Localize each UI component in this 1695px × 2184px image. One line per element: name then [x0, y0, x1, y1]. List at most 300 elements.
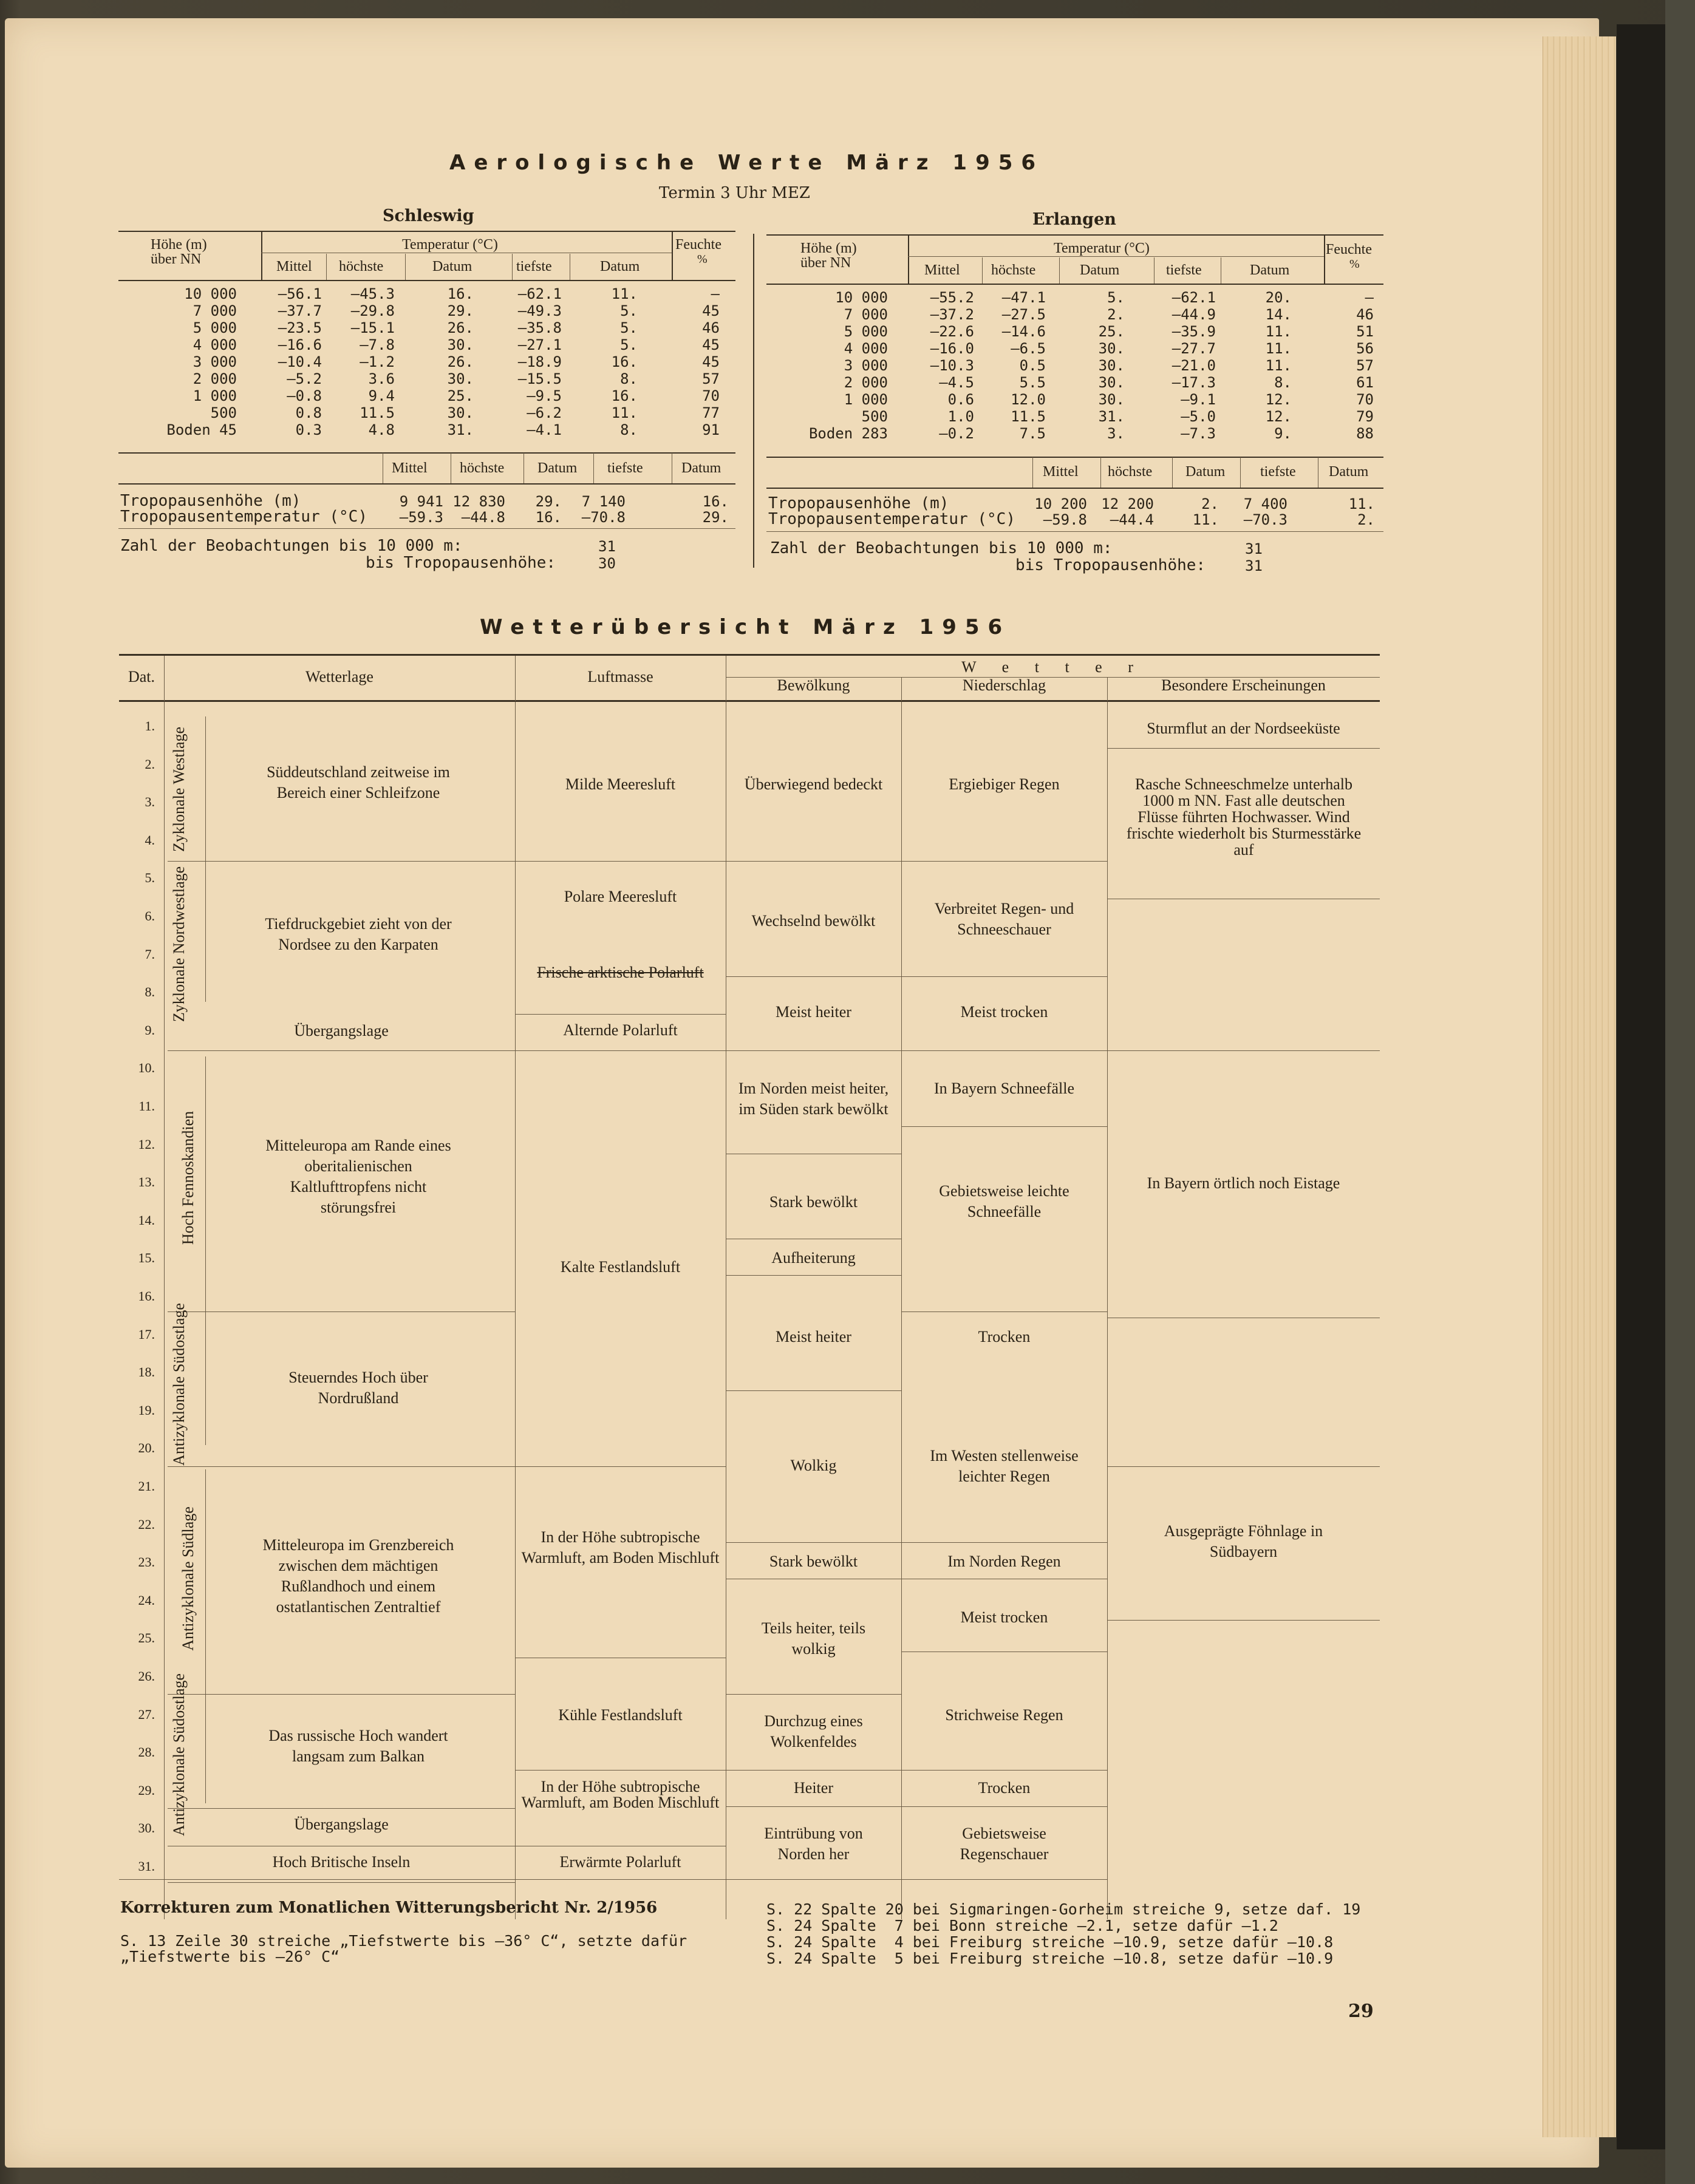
aero-cell: Boden 45	[166, 421, 237, 438]
schleswig-tropo-h-tiefste: tiefste	[607, 460, 643, 476]
aero-cell: —35.8	[517, 319, 562, 336]
aero-cell: 0.3	[295, 421, 322, 438]
aero-cell: —55.2	[930, 289, 974, 306]
bew-text: Wolkig	[790, 1457, 837, 1474]
nied-separator	[901, 1050, 1107, 1051]
aero-cell: 4 000	[193, 336, 237, 353]
aero-cell: 5 000	[193, 319, 237, 336]
wetter-head-bewoelkung: Bewölkung	[777, 676, 850, 694]
aero-cell: —56.1	[278, 285, 322, 302]
aero-cell: —44.9	[1171, 306, 1216, 323]
aero-cell: 2.	[1107, 306, 1125, 323]
day-number: 26.	[138, 1669, 155, 1684]
aero-cell: 10 000	[184, 285, 237, 302]
bew-separator	[726, 861, 901, 862]
aero-cell: 0.5	[1019, 357, 1046, 374]
day-number: 8.	[145, 984, 155, 999]
aero-cell: 11.5	[360, 404, 395, 421]
bes-text: Ausgeprägte Föhnlage in Südbayern	[1164, 1522, 1323, 1560]
erlangen-tropo-h-datum2: Datum	[1329, 464, 1369, 480]
bes-separator	[1107, 1050, 1380, 1051]
schleswig-vline	[512, 254, 513, 281]
schleswig-head-mittel: Mittel	[276, 259, 312, 274]
aero-cell: —37.7	[278, 302, 322, 319]
erlangen-tropo-h-datum: Datum	[1185, 464, 1226, 480]
aero-cell: 8.	[1274, 374, 1292, 391]
day-number: 12.	[138, 1137, 155, 1152]
aero-title: Aerologische Werte März 1956	[449, 151, 1045, 175]
book-cover-edge	[1665, 0, 1695, 2184]
bes-separator	[1107, 748, 1380, 749]
value: 16.	[535, 509, 562, 526]
aero-cell: —27.1	[517, 336, 562, 353]
erlangen-tropo-hoehe-label: Tropopausenhöhe (m)	[768, 494, 949, 512]
aero-cell: —27.5	[1001, 306, 1046, 323]
aero-cell: 51	[1356, 323, 1374, 340]
aero-row	[766, 408, 1374, 425]
erlangen-tropo-top	[766, 457, 1383, 458]
luft-text-struck: Frische arktische Polarluft	[537, 964, 704, 981]
schleswig-head-tiefste: tiefste	[516, 259, 552, 274]
luft-separator	[515, 1466, 726, 1467]
aero-row	[766, 306, 1374, 323]
aero-cell: —62.1	[517, 285, 562, 302]
aero-cell: 1.0	[947, 408, 974, 425]
aero-cell: 4.8	[368, 421, 395, 438]
luft-text: Polare Meeresluft	[564, 888, 677, 905]
aero-cell: 57	[702, 370, 720, 387]
value: —59.3	[399, 509, 443, 526]
aero-cell: 16.	[611, 353, 638, 370]
erlangen-head-hoechste: höchste	[991, 262, 1036, 278]
lage-text: Übergangslage	[294, 1022, 389, 1039]
aero-row	[118, 319, 720, 336]
luft-text: Milde Meeresluft	[565, 775, 676, 793]
day-number: 2.	[145, 757, 155, 772]
day-number: 30.	[138, 1820, 155, 1835]
aero-cell: 88	[1356, 425, 1374, 442]
aero-cell: —9.5	[527, 387, 562, 404]
erlangen-zahl1-label: Zahl der Beobachtungen bis 10 000 m:	[770, 539, 1113, 557]
erlangen-vline	[1059, 257, 1060, 284]
nied-text: Ergiebiger Regen	[949, 775, 1060, 793]
erlangen-tropo-vline	[1172, 457, 1173, 488]
schleswig-tropo-bottom	[118, 528, 735, 529]
bew-text: Heiter	[794, 1779, 833, 1797]
page-number: 29	[1348, 2001, 1374, 2022]
schleswig-head-datum2: Datum	[600, 259, 640, 274]
erlangen-tropo-temp-values	[1026, 511, 1379, 527]
lage-separator	[168, 861, 515, 862]
aero-row	[766, 289, 1374, 306]
aero-cell: —35.9	[1171, 323, 1216, 340]
value: 29.	[535, 493, 562, 510]
aero-cell: 30.	[1098, 357, 1125, 374]
erlangen-zahl2: 31	[1245, 557, 1263, 574]
wetter-vline-lage	[515, 702, 516, 1919]
lage-type-antizyklonale-sued: Antizyklonale Südlage	[179, 1506, 197, 1651]
aero-row	[118, 285, 720, 302]
aero-row	[118, 336, 720, 353]
lage-separator	[168, 1882, 515, 1883]
value: 29.	[702, 509, 729, 526]
value: —44.4	[1110, 511, 1154, 528]
bew-text: Wechselnd bewölkt	[751, 912, 876, 930]
schleswig-top-rule	[118, 231, 735, 232]
day-number: 17.	[138, 1327, 155, 1342]
lage-separator	[168, 1466, 515, 1467]
bew-text: Stark bewölkt	[769, 1553, 858, 1570]
aero-cell: —7.8	[360, 336, 395, 353]
aero-cell: 70	[1356, 391, 1374, 408]
luft-separator	[515, 1770, 726, 1771]
aero-cell: —23.5	[278, 319, 322, 336]
value: 2.	[1357, 511, 1375, 528]
erlangen-tropo-vline	[1032, 457, 1033, 488]
aero-cell: —6.2	[527, 404, 562, 421]
value: 10 200	[1034, 495, 1087, 512]
bew-separator	[726, 1275, 901, 1276]
luft-separator	[515, 1014, 726, 1015]
aero-cell: —45.3	[350, 285, 395, 302]
aero-cell: —7.3	[1181, 425, 1216, 442]
aero-cell: 1 000	[193, 387, 237, 404]
aero-cell: —1.2	[360, 353, 395, 370]
aero-cell: 9.4	[368, 387, 395, 404]
schleswig-zahl1: 31	[598, 538, 616, 555]
schleswig-head-hoehe: Höhe (m)	[151, 237, 207, 253]
aero-cell: 61	[1356, 374, 1374, 391]
aero-cell: 5.5	[1019, 374, 1046, 391]
korr-left-2: „Tiefstwerte bis —26° C“	[120, 1948, 340, 1965]
aero-cell: 77	[702, 404, 720, 421]
schleswig-vline	[672, 232, 673, 281]
schleswig-tropo-h-mittel: Mittel	[392, 460, 428, 476]
bes-text: In Bayern örtlich noch Eistage	[1147, 1174, 1340, 1192]
page-stack-edge	[1543, 36, 1616, 2137]
aero-cell: —9.1	[1181, 391, 1216, 408]
aero-cell: —18.9	[517, 353, 562, 370]
aero-cell: 91	[702, 421, 720, 438]
aero-cell: 7.5	[1019, 425, 1046, 442]
erlangen-tropo-temp-label: Tropopausentemperatur (°C)	[768, 510, 1015, 528]
aero-cell: 25.	[447, 387, 474, 404]
aero-cell: 57	[1356, 357, 1374, 374]
luft-text: Alternde Polarluft	[563, 1021, 678, 1039]
wetter-vline-dat	[164, 702, 165, 1919]
value: 16.	[702, 493, 729, 510]
day-number: 9.	[145, 1022, 155, 1038]
wetter-head-niederschlag: Niederschlag	[962, 676, 1046, 694]
aero-cell: 11.	[1265, 340, 1292, 357]
aero-subtitle: Termin 3 Uhr MEZ	[659, 184, 810, 202]
aero-cell: —27.7	[1171, 340, 1216, 357]
nied-separator	[901, 1542, 1107, 1543]
value: —59.8	[1043, 511, 1087, 528]
aero-cell: —15.5	[517, 370, 562, 387]
lage-text: Mitteleuropa am Rande eines oberitalienischen Kaltlufttropfens nicht störungsfrei	[265, 1137, 451, 1216]
korr-right-2: S. 24 Spalte 7 bei Bonn streiche —2.1, setze dafür —1.2	[766, 1917, 1278, 1934]
aero-cell: 12.	[1265, 408, 1292, 425]
lage-text: Das russische Hoch wandert langsam zum Balkan	[268, 1727, 448, 1765]
schleswig-tropo-temp-values	[389, 509, 735, 525]
day-number: 7.	[145, 947, 155, 962]
aero-row	[118, 387, 720, 404]
lage-text: Süddeutschland zeitweise im Bereich einer Schleifzone	[267, 763, 450, 801]
nied-separator	[901, 1311, 1107, 1312]
bew-text: Im Norden meist heiter, im Süden stark bewölkt	[738, 1080, 889, 1118]
aero-cell: —10.4	[278, 353, 322, 370]
aero-row	[118, 370, 720, 387]
nied-text: Strichweise Regen	[945, 1706, 1063, 1724]
aero-cell: —22.6	[930, 323, 974, 340]
lage-separator	[168, 1808, 515, 1809]
wetter-top-rule	[119, 654, 1380, 656]
erlangen-table	[766, 289, 1374, 442]
aero-cell: 10 000	[835, 289, 888, 306]
schleswig-vline	[405, 254, 406, 281]
aero-cell: 29.	[447, 302, 474, 319]
bew-separator	[726, 1050, 901, 1051]
day-number: 24.	[138, 1593, 155, 1608]
schleswig-tropo-hoehe-label: Tropopausenhöhe (m)	[120, 492, 301, 510]
wetter-head-rule	[119, 700, 1380, 702]
aero-cell: 7 000	[193, 302, 237, 319]
bew-separator	[726, 1694, 901, 1695]
bes-text: Sturmflut an der Nordseeküste	[1147, 719, 1340, 737]
aero-cell: 26.	[447, 319, 474, 336]
nied-text: Trocken	[978, 1779, 1031, 1797]
day-number: 5.	[145, 870, 155, 885]
aero-cell: 12.0	[1011, 391, 1046, 408]
aero-cell: 79	[1356, 408, 1374, 425]
day-number: 21.	[138, 1478, 155, 1494]
nied-text: Verbreitet Regen- und Schneeschauer	[934, 900, 1074, 938]
aero-cell: 12.	[1265, 391, 1292, 408]
nied-text: Meist trocken	[960, 1608, 1048, 1626]
value: 12 830	[452, 493, 505, 510]
nied-text: Trocken	[978, 1328, 1031, 1345]
nied-separator	[901, 1126, 1107, 1127]
day-number: 13.	[138, 1174, 155, 1189]
aero-cell: —0.8	[287, 387, 322, 404]
wetter-title: Wetterübersicht März 1956	[480, 615, 1011, 639]
aero-cell: 2 000	[844, 374, 888, 391]
lage-separator	[168, 1694, 515, 1695]
lage-type-zyklonale-west: Zyklonale Westlage	[170, 726, 188, 852]
day-number: 22.	[138, 1517, 155, 1532]
schleswig-head-rule	[118, 280, 735, 281]
aero-cell: 25.	[1098, 323, 1125, 340]
korr-right-4: S. 24 Spalte 5 bei Freiburg streiche —10.8, setze dafür —10.9	[766, 1950, 1334, 1967]
aero-cell: 30.	[1098, 340, 1125, 357]
aero-cell: 5.	[620, 302, 638, 319]
value: 11.	[1192, 511, 1219, 528]
day-number: 10.	[138, 1060, 155, 1075]
erlangen-head-hoehe: Höhe (m)	[800, 240, 857, 256]
schleswig-tropo-hoehe-values	[389, 493, 735, 509]
bew-text: Eintrübung von Norden her	[764, 1825, 863, 1863]
aero-cell: 500	[210, 404, 237, 421]
erlangen-head-mittel: Mittel	[924, 262, 960, 278]
aero-row	[118, 302, 720, 319]
bew-separator	[726, 1806, 901, 1807]
schleswig-zahl2: 30	[598, 555, 616, 572]
luft-text: Erwärmte Polarluft	[559, 1853, 681, 1871]
aero-cell: 11.5	[1011, 408, 1046, 425]
aero-cell: 3.	[1107, 425, 1125, 442]
aero-cell: —49.3	[517, 302, 562, 319]
aero-cell: —29.8	[350, 302, 395, 319]
aero-cell: 0.6	[947, 391, 974, 408]
aero-cell: 5.	[1107, 289, 1125, 306]
aero-row	[766, 340, 1374, 357]
aero-cell: 56	[1356, 340, 1374, 357]
day-number: 23.	[138, 1554, 155, 1570]
day-number: 1.	[145, 718, 155, 733]
lage-text: Übergangslage	[294, 1815, 389, 1833]
bew-separator	[726, 1390, 901, 1391]
aero-cell: 45	[702, 353, 720, 370]
aero-cell: 14.	[1265, 306, 1292, 323]
wetter-head-besondere: Besondere Erscheinungen	[1161, 676, 1326, 694]
value: 12 200	[1101, 495, 1154, 512]
schleswig-tropo-vline	[593, 453, 594, 483]
lage-type-hoch-fennoskandien: Hoch Fennoskandien	[179, 1111, 197, 1245]
schleswig-tropo-h-hoechste: höchste	[460, 460, 505, 476]
aero-cell: 70	[702, 387, 720, 404]
erlangen-vline	[982, 257, 983, 284]
aero-cell: 5.	[620, 319, 638, 336]
aero-cell: 8.	[620, 421, 638, 438]
aero-cell: —47.1	[1001, 289, 1046, 306]
nied-separator	[901, 976, 1107, 977]
aero-cell: 3 000	[844, 357, 888, 374]
schleswig-vline	[261, 232, 262, 281]
aero-cell: 16.	[611, 387, 638, 404]
erlangen-tropo-h-hoechste: höchste	[1108, 464, 1153, 480]
aero-cell: 3.6	[368, 370, 395, 387]
nied-text: Gebietsweise leichte Schneefälle	[939, 1182, 1069, 1220]
aero-cell: 20.	[1265, 289, 1292, 306]
aero-cell: —62.1	[1171, 289, 1216, 306]
aero-row	[766, 425, 1374, 442]
aero-row	[118, 421, 720, 438]
luft-text: In der Höhe subtropische Warmluft, am Boden Mischluft	[521, 1778, 720, 1811]
schleswig-head-feuchte: Feuchte	[675, 237, 721, 253]
aero-cell: 1 000	[844, 391, 888, 408]
aero-cell: 30.	[1098, 391, 1125, 408]
lage-type-zyklonale-nordwest: Zyklonale Nordwestlage	[170, 866, 188, 1022]
day-number: 28.	[138, 1744, 155, 1760]
erlangen-tropo-vline	[1240, 457, 1241, 488]
erlangen-tropo-head-rule	[766, 488, 1383, 489]
aero-cell: 30.	[1098, 374, 1125, 391]
aero-row	[766, 374, 1374, 391]
aero-cell: —17.3	[1171, 374, 1216, 391]
schleswig-head-ueber: über NN	[151, 251, 202, 267]
wetter-head-luftmasse: Luftmasse	[587, 668, 653, 685]
erlangen-vline	[1324, 236, 1325, 284]
erlangen-tropo-hoehe-values	[1026, 495, 1379, 511]
schleswig-table	[118, 285, 720, 438]
bew-text: Teils heiter, teils wolkig	[761, 1619, 866, 1658]
erlangen-tropo-h-mittel: Mittel	[1043, 464, 1079, 480]
lage-text: Steuerndes Hoch über Nordrußland	[288, 1369, 428, 1407]
aero-cell: 26.	[447, 353, 474, 370]
bew-text: Durchzug eines Wolkenfeldes	[764, 1712, 863, 1750]
wetter-head-wetterlage: Wetterlage	[305, 668, 373, 685]
schleswig-zahl2-label: bis Tropopausenhöhe:	[366, 554, 556, 572]
aero-cell: 7 000	[844, 306, 888, 323]
aero-cell: —4.5	[939, 374, 974, 391]
aero-cell: —0.2	[939, 425, 974, 442]
day-number: 25.	[138, 1630, 155, 1645]
aero-row	[766, 323, 1374, 340]
schleswig-tropo-head-rule	[118, 483, 735, 485]
aero-cell: —10.3	[930, 357, 974, 374]
aero-cell: —	[1365, 289, 1374, 306]
aero-cell: 30.	[447, 370, 474, 387]
nied-text: Im Westen stellenweise leichter Regen	[930, 1447, 1079, 1485]
bew-text: Aufheiterung	[771, 1249, 856, 1267]
erlangen-zahl2-label: bis Tropopausenhöhe:	[1015, 556, 1206, 574]
schleswig-vline	[326, 254, 327, 281]
schleswig-tropo-h-datum: Datum	[537, 460, 578, 476]
book-cover-inner	[1617, 24, 1665, 2149]
nied-text: Im Norden Regen	[947, 1553, 1061, 1570]
aero-cell: 16.	[447, 285, 474, 302]
aero-cell: 9.	[1274, 425, 1292, 442]
erlangen-head-feuchte: Feuchte	[1326, 242, 1372, 257]
day-number: 29.	[138, 1783, 155, 1798]
value: 2.	[1201, 495, 1219, 512]
nied-separator	[901, 861, 1107, 862]
bew-text: Meist heiter	[776, 1003, 851, 1021]
station-divider	[753, 234, 754, 568]
schleswig-head-pct: %	[697, 253, 708, 266]
bew-separator	[726, 1542, 901, 1543]
lage-text: Mitteleuropa im Grenzbereich zwischen dem mächtigen Rußlandhoch und einem ostatlantischen Zentraltief	[262, 1536, 454, 1616]
day-number: 14.	[138, 1213, 155, 1228]
nied-separator	[901, 1770, 1107, 1771]
wetter-vline-bew	[901, 702, 902, 1919]
erlangen-tropo-bottom	[766, 531, 1383, 532]
aero-cell: 5.	[620, 336, 638, 353]
erlangen-head-ueber: über NN	[800, 255, 851, 271]
bew-text: Überwiegend bedeckt	[744, 775, 883, 793]
aero-row	[766, 357, 1374, 374]
korr-right-1: S. 22 Spalte 20 bei Sigmaringen-Gorheim streiche 9, setze daf. 19	[766, 1900, 1361, 1918]
value: —70.8	[581, 509, 626, 526]
erlangen-head-rule	[766, 284, 1383, 285]
aero-cell: —6.5	[1011, 340, 1046, 357]
luft-separator	[515, 1050, 726, 1051]
day-number: 3.	[145, 794, 155, 809]
wetter-head-dat: Dat.	[128, 668, 155, 685]
value: —70.3	[1243, 511, 1287, 528]
bew-separator	[726, 1770, 901, 1771]
schleswig-tropo-h-datum2: Datum	[681, 460, 721, 476]
value: 9 941	[399, 493, 443, 510]
value: 11.	[1348, 495, 1375, 512]
value: 7 400	[1243, 495, 1287, 512]
aero-cell: 46	[702, 319, 720, 336]
aero-cell: 5 000	[844, 323, 888, 340]
bes-text: Rasche Schneeschmelze unterhalb 1000 m NN. Fast alle deutschen Flüsse führten Hochwasser. Wind frischte wiederholt bis Sturmesstärke auf	[1126, 775, 1362, 859]
schleswig-tropo-top	[118, 452, 735, 454]
wetter-head-wetter: W e t t e r	[961, 658, 1144, 676]
